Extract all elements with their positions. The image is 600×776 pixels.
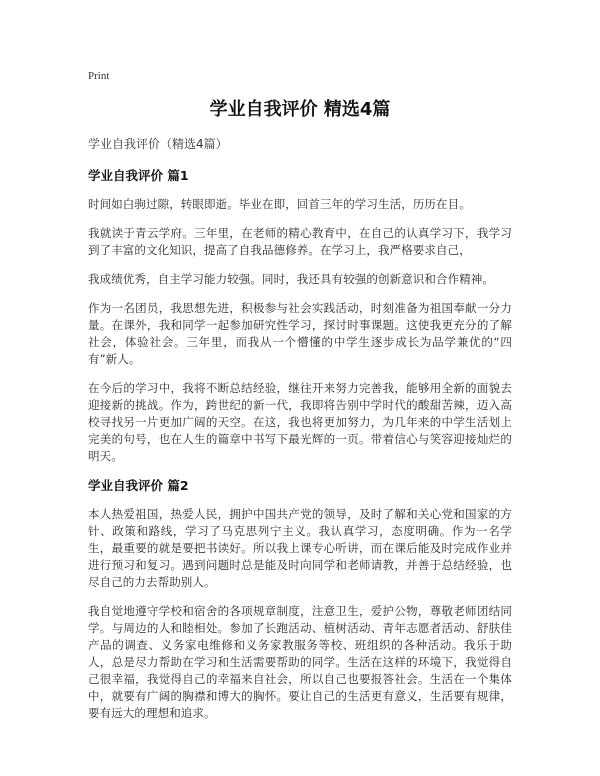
- paragraph: 作为一名团员，我思想先进，积极参与社会实践活动，时刻准备为祖国奉献一分力量。在课外，我和同学一起参加研究性学习，探讨时事课题。这使我更充分的了解社会，体验社会。三年里，而我从一个懵懂的中学生逐步成长为品学兼优的“四有”新人。: [88, 301, 512, 366]
- print-link[interactable]: Print: [88, 70, 110, 82]
- paragraph: 本人热爱祖国，热爱人民，拥护中国共产党的领导，及时了解和关心党和国家的方针、政策和路线，学习了马克思列宁主义。我认真学习，态度明确。作为一名学生，最重要的就是要把书读好。所以我上课专心听讲，而在课后能及时完成作业并进行预习和复习。遇到问题时总是能及时向同学和老师请教，并善于总结经验，也尽自己的力去帮助别人。: [88, 507, 512, 589]
- paragraph: 时间如白驹过隙，转眼即逝。毕业在即，回首三年的学习生活，历历在目。: [88, 197, 471, 211]
- section-heading: 学业自我评价 篇2: [88, 478, 189, 493]
- section-heading: 学业自我评价 篇1: [88, 168, 189, 183]
- paragraph: 我就读于青云学府。三年里，在老师的精心教育中，在自己的认真学习下，我学习到了丰富的文化知识，提高了自我品德修养。在学习上，我严格要求自己，: [88, 226, 512, 257]
- section-1: [88, 167, 512, 465]
- paragraph: 我自觉地遵守学校和宿舍的各项规章制度，注意卫生，爱护公物，尊敬老师团结同学。与周边的人和睦相处。参加了长跑活动、植树活动、青年志愿者活动、舒肤佳产品的调查、义务家电维修和义务家教服务等校、班组织的各种活动。我乐于助人，总是尽力帮助在学习和生活需要帮助的同学。生活在这样的环境下，我觉得自己很幸福，我觉得自己的幸福来自社会，所以自己也要报答社会。生活在一个集体中，就要有广阔的胸襟和博大的胸怀。要让自己的生活更有意义，生活要有规律，要有远大的理想和追求。: [88, 604, 512, 720]
- paragraph: 我成绩优秀，自主学习能力较强。同时，我还具有较强的创新意识和合作精神。: [88, 272, 494, 286]
- document-title: 学业自我评价 精选4篇: [209, 99, 391, 120]
- section-2: [88, 477, 512, 722]
- paragraph: 在今后的学习中，我将不断总结经验，继往开来努力完善我，能够用全新的面貌去迎接新的挑战。作为，跨世纪的新一代，我即将告别中学时代的酸甜苦辣，迈入高校寻找另一片更加广阔的天空。在这，我也将更加努力，为几年来的中学生活划上完美的句号，也在人生的篇章中书写下最光辉的一页。带着信心与笑容迎接灿烂的明天。: [88, 381, 512, 463]
- document-subtitle: 学业自我评价（精选4篇）: [88, 137, 228, 151]
